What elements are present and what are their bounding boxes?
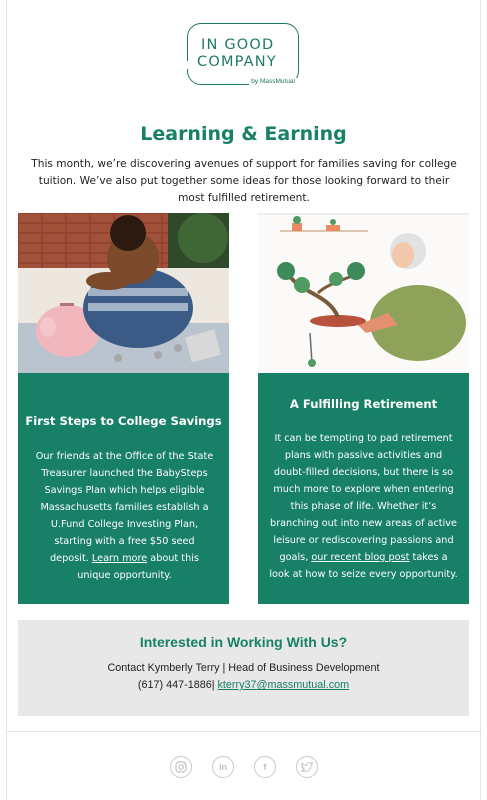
intro-text: This month, we’re discovering avenues of support for families saving for college tuition. We’ve also put together some ideas for those looking forward to their most fulfilled retirement.: [31, 158, 457, 204]
bonsai-illustration: [258, 213, 469, 373]
college-savings-title: First Steps to College Savings: [25, 414, 222, 428]
fulfilling-retirement-card: [258, 373, 469, 604]
child-with-piggy-bank-photo: [18, 213, 229, 373]
contact-heading: Interested in Working With Us?: [139, 634, 348, 650]
contact-phone: (617) 447-1886|: [137, 679, 218, 691]
facebook-icon[interactable]: [254, 756, 276, 778]
twitter-glyph: [301, 762, 313, 773]
logo-byline: by MassMutual: [251, 78, 295, 85]
college-savings-body-text: Our friends at the Office of the State Treasurer launched the BabySteps Savings Plan which helps eligible Massachusetts families establish a U.Fund College Investing Plan, starting with a free $50 seed deposit.: [35, 451, 214, 564]
college-savings-card: [18, 373, 229, 604]
college-savings-body-end: about this unique opportunity.: [77, 553, 199, 581]
in-good-company-logo[interactable]: [187, 23, 299, 87]
instagram-glyph: [175, 761, 187, 773]
footer-divider: [6, 731, 481, 732]
learn-more-link[interactable]: Learn more: [91, 553, 148, 564]
contact-person: Contact Kymberly Terry | Head of Business Development: [107, 662, 380, 674]
linkedin-icon[interactable]: [212, 756, 234, 778]
contact-details: [18, 679, 469, 691]
page-title: Learning & Earning: [140, 123, 347, 145]
facebook-glyph: f: [263, 762, 267, 772]
logo-line-2: COMPANY: [197, 54, 277, 70]
instagram-icon[interactable]: [170, 756, 192, 778]
retirement-title: A Fulfilling Retirement: [289, 397, 438, 411]
linkedin-glyph: in: [219, 762, 227, 772]
logo-line-1: IN GOOD: [201, 37, 275, 53]
contact-email-link[interactable]: kterry37@massmutual.com: [217, 679, 350, 691]
retirement-body: [268, 430, 459, 583]
man-trimming-bonsai-illustration: [258, 213, 469, 373]
contact-box: [18, 620, 469, 716]
retirement-body-end: takes a look at how to seize every opportunity.: [269, 552, 458, 580]
piggy-bank-photo-illustration: [18, 213, 229, 373]
college-savings-body: [34, 448, 215, 584]
retirement-body-text: It can be tempting to pad retirement plans with passive activities and doubt-filled decisions, but there is so much more to explore when entering this phase of life. Whether it’s branching out into new areas of active leisure or rediscovering passions and goals,: [269, 433, 457, 563]
recent-blog-post-link[interactable]: our recent blog post: [311, 552, 410, 563]
logo-frame-gap: [185, 61, 191, 69]
twitter-icon[interactable]: [296, 756, 318, 778]
